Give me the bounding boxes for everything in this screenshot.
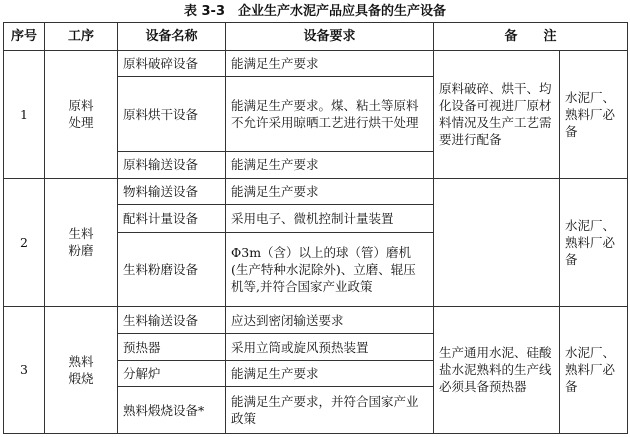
table-caption: 表 3-3 企业生产水泥产品应具备的生产设备: [183, 4, 446, 19]
group-2-process: 生料 粉磨: [45, 178, 118, 306]
group-1-equipment-1: 原料破碎设备: [118, 50, 226, 76]
group-3-process: 熟料 煅烧: [45, 306, 118, 433]
group-3-equipment-2: 预热器: [118, 334, 226, 360]
header-equipment: 设备名称: [118, 23, 226, 51]
header-process: 工序: [45, 23, 118, 51]
table-header-row: [4, 23, 628, 51]
group-1-equipment-3: 原料输送设备: [118, 152, 226, 178]
table-row: [4, 50, 628, 76]
group-2-requirement-2: 采用电子、微机控制计量装置: [226, 205, 434, 233]
group-1-equipment-2: 原料烘干设备: [118, 77, 226, 152]
group-1-requirement-1: 能满足生产要求: [226, 50, 434, 76]
group-3-remark-plant: 水泥厂、熟料厂必备: [560, 306, 628, 433]
group-3-equipment-4: 熟料煅烧设备*: [118, 387, 226, 434]
equipment-requirements-table: [3, 22, 628, 434]
header-remarks: 备 注: [434, 23, 628, 51]
group-3-equipment-3: 分解炉: [118, 360, 226, 386]
group-2-seq: 2: [4, 178, 45, 306]
group-1-seq: 1: [4, 50, 45, 178]
group-2-remark-detail: [434, 178, 560, 306]
group-3-seq: 3: [4, 306, 45, 433]
group-1-remark-plant: 水泥厂、熟料厂必备: [560, 50, 628, 178]
header-requirement: 设备要求: [226, 23, 434, 51]
group-3-requirement-3: 能满足生产要求: [226, 360, 434, 386]
group-1-remark-detail: 原料破碎、烘干、均化设备可视进厂原材料情况及生产工艺需要进行配备: [434, 50, 560, 178]
group-2-equipment-3: 生料粉磨设备: [118, 232, 226, 306]
header-seq: 序号: [4, 23, 45, 51]
group-3-remark-detail: 生产通用水泥、硅酸盐水泥熟料的生产线必须具备预热器: [434, 306, 560, 433]
group-2-equipment-1: 物料输送设备: [118, 178, 226, 204]
group-1-requirement-2: 能满足生产要求。煤、粘土等原料不允许采用晾晒工艺进行烘干处理: [226, 77, 434, 152]
group-2-requirement-1: 能满足生产要求: [226, 178, 434, 204]
group-3-requirement-2: 采用立筒或旋风预热装置: [226, 334, 434, 360]
group-3-requirement-1: 应达到密闭输送要求: [226, 306, 434, 334]
group-1-requirement-3: 能满足生产要求: [226, 152, 434, 178]
group-1-process: 原料 处理: [45, 50, 118, 178]
group-2-requirement-3: Φ3m（含）以上的球（管）磨机(生产特种水泥除外)、立磨、辊压机等,并符合国家产业政策: [226, 232, 434, 306]
group-2-remark-plant: 水泥厂、熟料厂必备: [560, 178, 628, 306]
table-row: [4, 178, 628, 204]
group-2-equipment-2: 配料计量设备: [118, 205, 226, 233]
group-3-equipment-1: 生料输送设备: [118, 306, 226, 334]
table-row: [4, 306, 628, 334]
group-3-requirement-4: 能满足生产要求，并符合国家产业政策: [226, 387, 434, 434]
